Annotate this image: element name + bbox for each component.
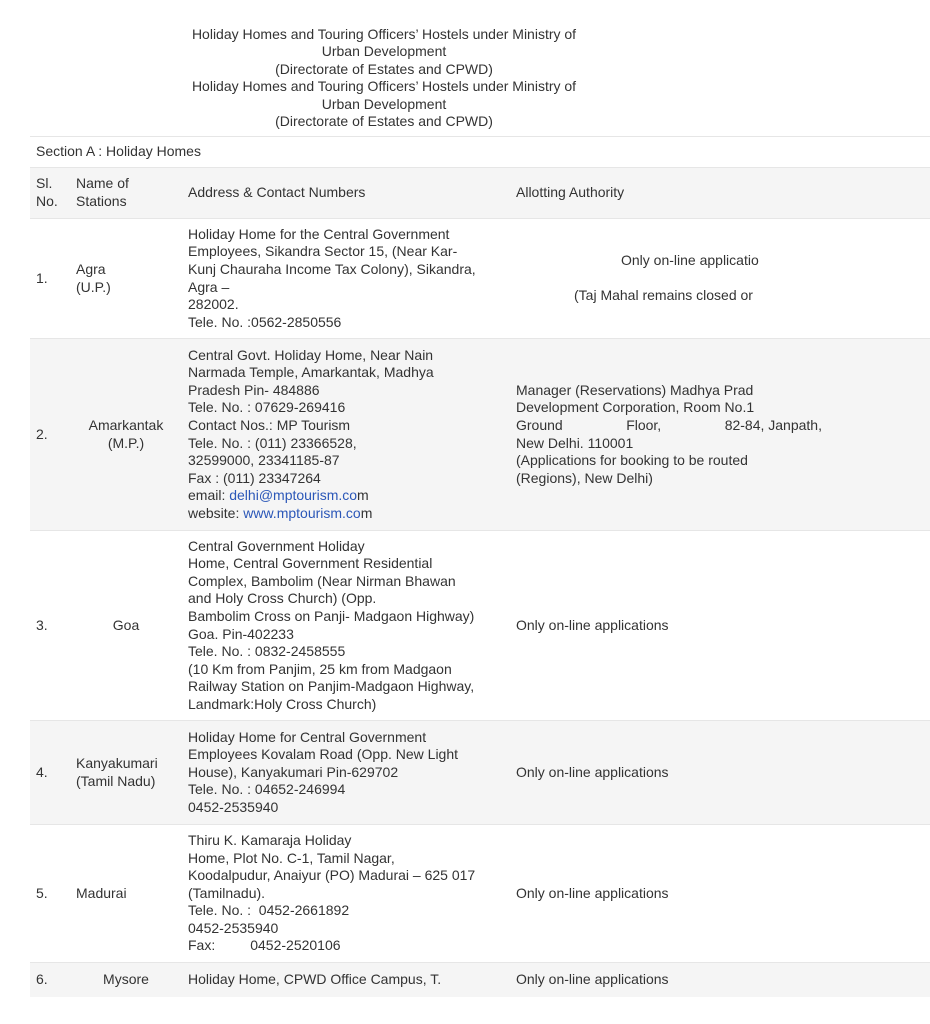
row-station: Madurai xyxy=(70,825,182,963)
caption-line: Holiday Homes and Touring Officers’ Hostels under Ministry of xyxy=(191,78,577,95)
website-link[interactable]: www.mptourism.co xyxy=(243,504,361,521)
caption-line: (Directorate of Estates and CPWD) xyxy=(275,60,493,77)
caption-line: Holiday Homes and Touring Officers’ Hostels under Ministry of xyxy=(191,26,577,42)
row-sl: 2. xyxy=(30,339,70,531)
row-station: Goa xyxy=(70,531,182,721)
row-sl: 1. xyxy=(30,219,70,339)
table-row xyxy=(30,531,930,721)
table-row xyxy=(30,721,930,825)
row-address: Holiday Home for Central Government Employees Kovalam Road (Opp. New Light House), Kanyakumari Pin-629702 Tele. No. : 04652-246994 0452-2535940 xyxy=(182,721,510,825)
row-authority: Only on-line applicatio (Taj Mahal remains closed or xyxy=(510,219,930,339)
header-authority: Allotting Authority xyxy=(510,168,930,219)
row-address: Holiday Home for the Central Government Employees, Sikandra Sector 15, (Near Kar- Kunj Chauraha Income Tax Colony), Sikandra, Agra – 282002. Tele. No. :0562-2850556 xyxy=(182,219,510,339)
row-station: Mysore xyxy=(70,963,182,997)
table-row xyxy=(30,219,930,339)
row-station: Kanyakumari (Tamil Nadu) xyxy=(70,721,182,825)
table-header-row xyxy=(30,168,930,219)
row-authority: Manager (Reservations) Madhya Prad Development Corporation, Room No.1 Ground Floor, 82-84, Janpath, New Delhi. 110001 (Applications for booking to be routed (Regions), New Delhi) xyxy=(510,339,930,531)
header-name: Name of Stations xyxy=(70,168,182,219)
caption-line: Urban Development xyxy=(321,43,447,60)
row-address: Holiday Home, CPWD Office Campus, T. xyxy=(182,963,510,997)
row-sl: 5. xyxy=(30,825,70,963)
row-authority: Only on-line applications xyxy=(510,531,930,721)
row-address: Central Govt. Holiday Home, Near Nain Narmada Temple, Amarkantak, Madhya Pradesh Pin- 484886 Tele. No. : 07629-269416 Contact Nos.: MP Tourism Tele. No. : (011) 23366528, 32599000, 23341185-87 Fax : (011) 23347264 email: delhi@mptourism.com website: www.mptourism.com xyxy=(182,339,510,531)
caption-line: Urban Development xyxy=(321,95,447,112)
row-station: Agra (U.P.) xyxy=(70,219,182,339)
row-address: Thiru K. Kamaraja Holiday Home, Plot No. C-1, Tamil Nagar, Koodalpudur, Anaiyur (PO) Madurai – 625 017 (Tamilnadu). Tele. No. : 0452-2661892 0452-2535940 Fax: 0452-2520106 xyxy=(182,825,510,963)
table-row xyxy=(30,339,930,531)
row-authority: Only on-line applications xyxy=(510,721,930,825)
email-link[interactable]: delhi@mptourism.co xyxy=(229,487,358,504)
row-station: Amarkantak (M.P.) xyxy=(70,339,182,531)
header-sl: Sl. No. xyxy=(30,168,70,219)
row-sl: 4. xyxy=(30,721,70,825)
holiday-homes-table xyxy=(30,136,930,997)
table-row xyxy=(30,963,930,997)
document-caption xyxy=(0,26,768,130)
section-title: Section A : Holiday Homes xyxy=(30,137,930,168)
row-sl: 6. xyxy=(30,963,70,997)
row-sl: 3. xyxy=(30,531,70,721)
table-row xyxy=(30,825,930,963)
row-address: Central Government Holiday Home, Central Government Residential Complex, Bambolim (Near Nirman Bhawan and Holy Cross Church) (Opp. Bambolim Cross on Panji- Madgaon Highway) Goa. Pin-402233 Tele. No. : 0832-2458555 (10 Km from Panjim, 25 km from Madgaon Railway Station on Panjim-Madgaon Highway, Landmark:Holy Cross Church) xyxy=(182,531,510,721)
row-authority: Only on-line applications xyxy=(510,825,930,963)
caption-line: (Directorate of Estates and CPWD) xyxy=(275,113,493,130)
row-authority: Only on-line applications xyxy=(510,963,930,997)
section-row xyxy=(30,137,930,168)
header-address: Address & Contact Numbers xyxy=(182,168,510,219)
